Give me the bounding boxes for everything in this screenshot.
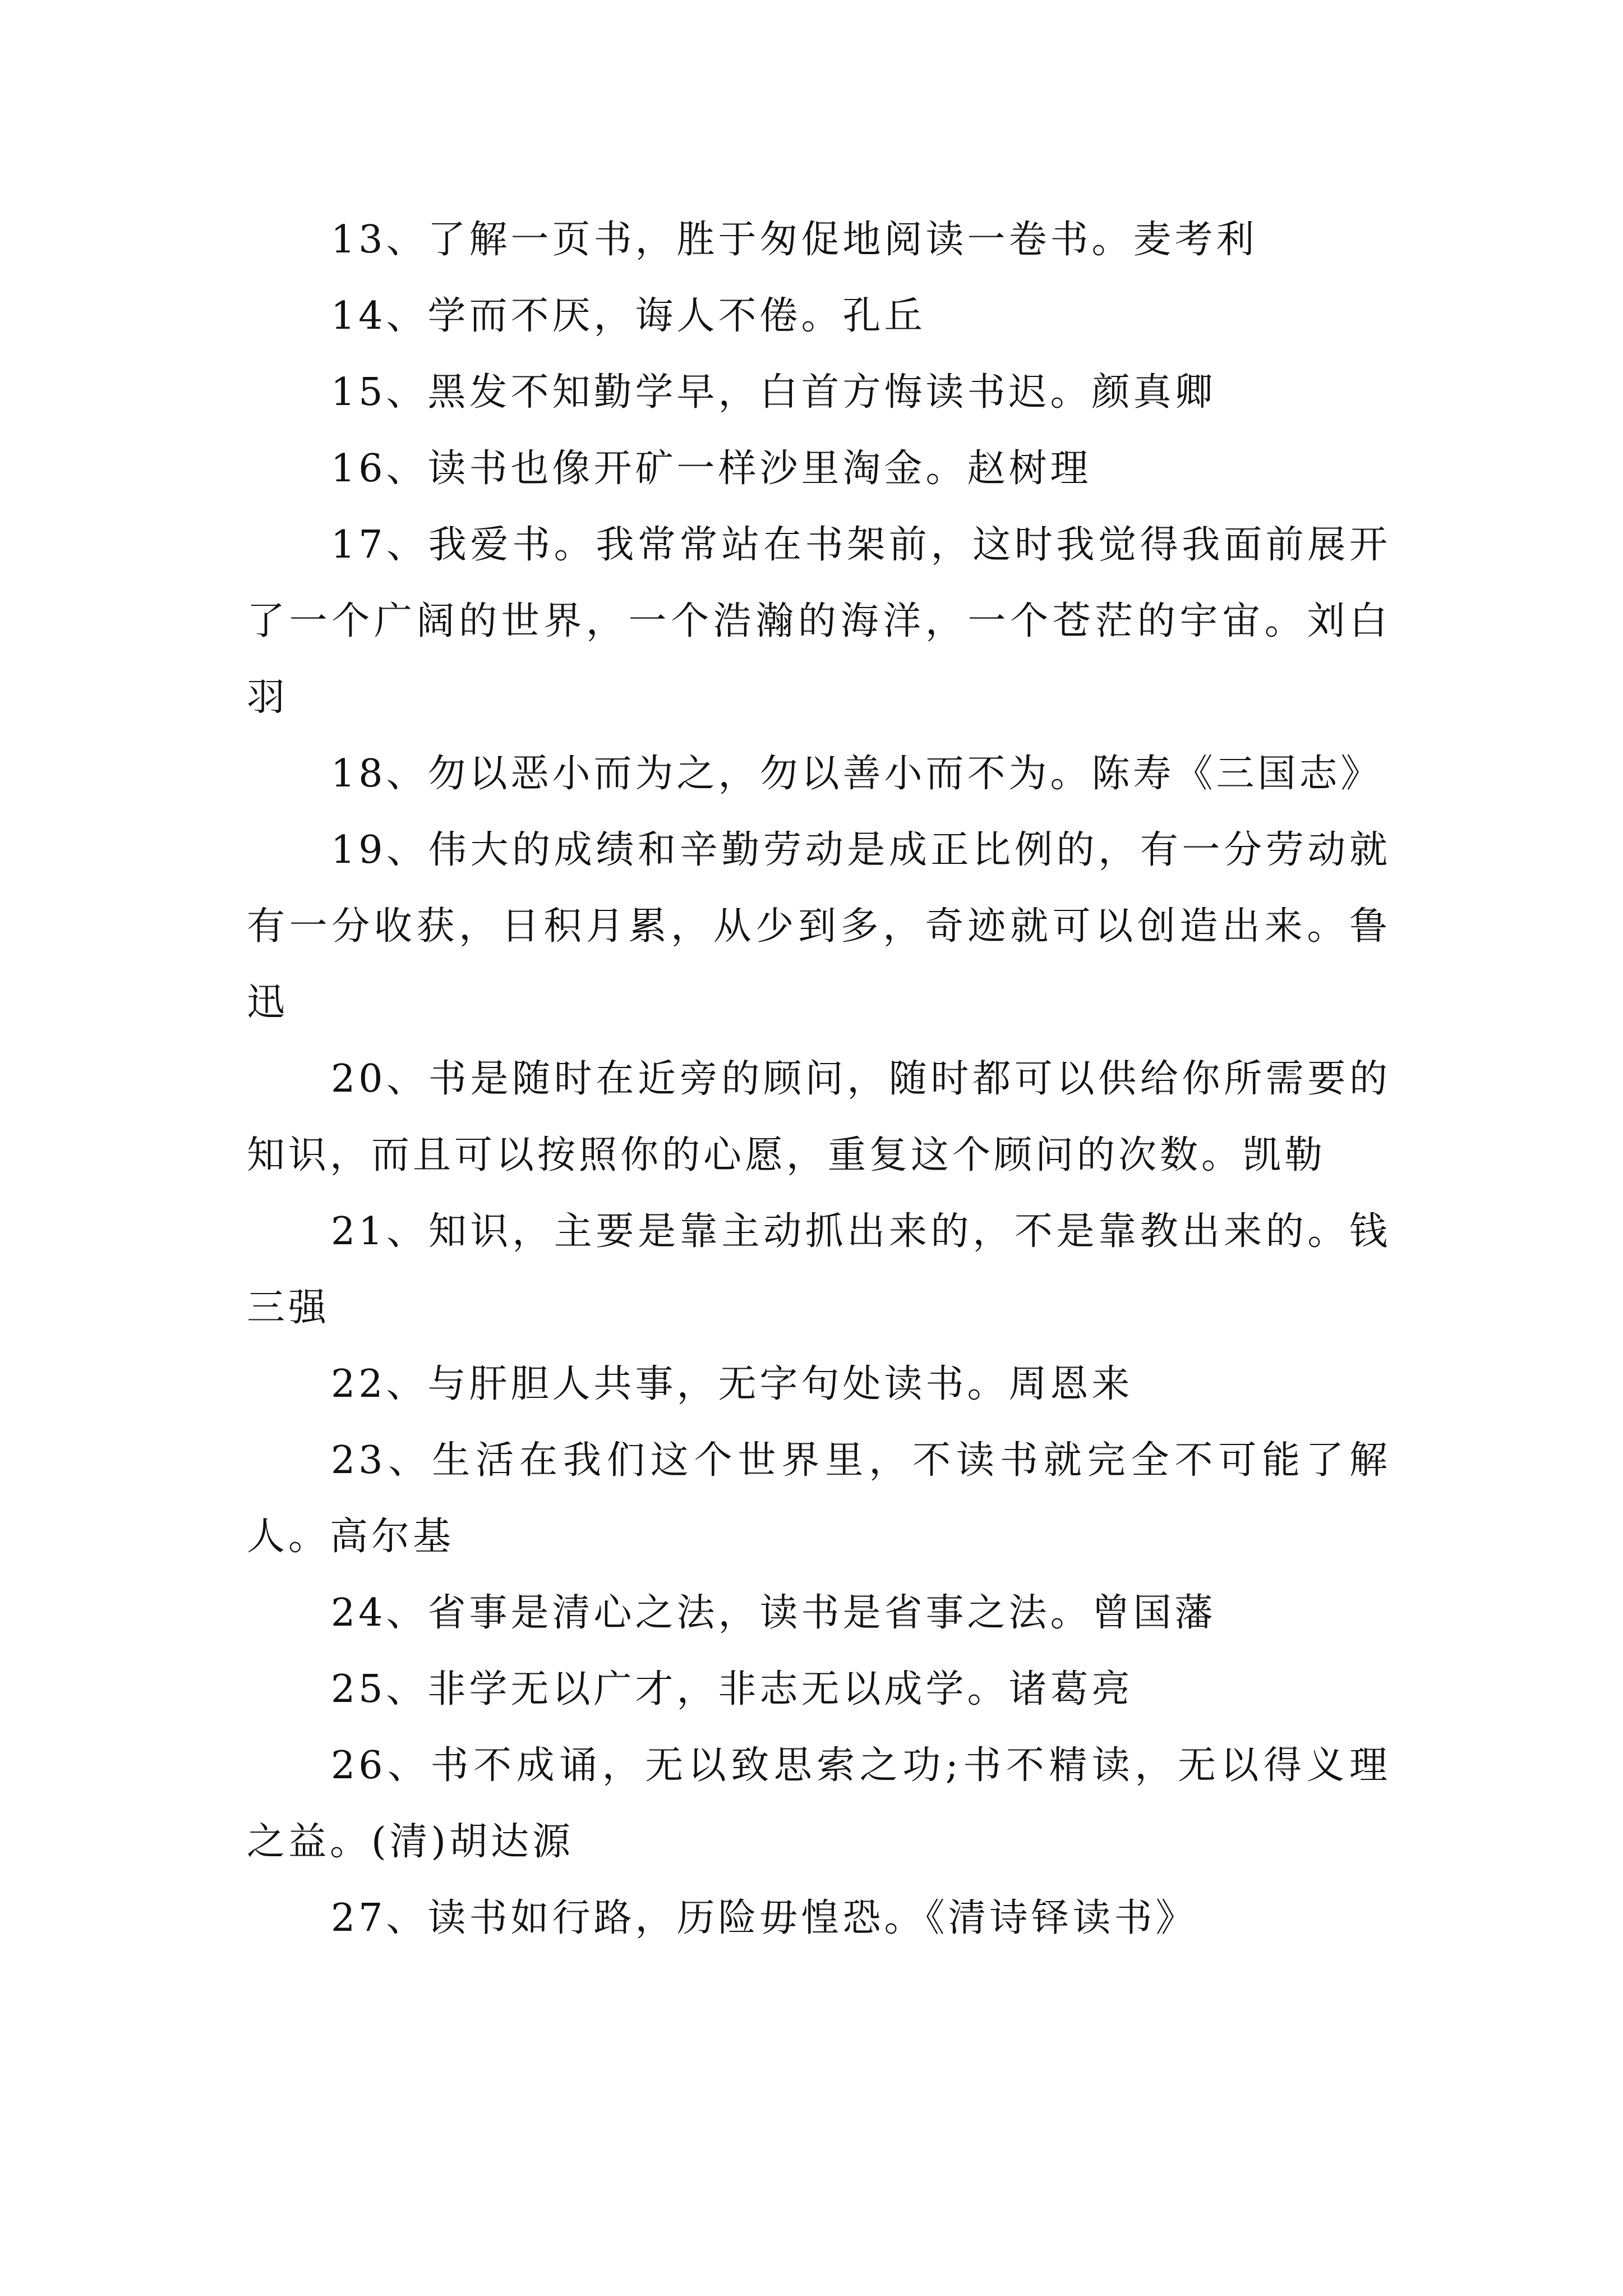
quote-26: 26、书不成诵，无以致思索之功;书不精读，无以得义理之益。(清)胡达源 <box>247 1743 1391 1864</box>
quote-25: 25、非学无以广才，非志无以成学。诸葛亮 <box>331 1667 1133 1711</box>
quote-21: 21、知识，主要是靠主动抓出来的，不是靠教出来的。钱三强 <box>247 1209 1391 1330</box>
quote-24: 24、省事是清心之法，读书是省事之法。曾国藩 <box>331 1591 1216 1635</box>
quote-20: 20、书是随时在近旁的顾问，随时都可以供给你所需要的知识，而且可以按照你的心愿，重复这个顾问的次数。凯勒 <box>247 1057 1391 1177</box>
quote-16: 16、读书也像开矿一样沙里淘金。赵树理 <box>331 447 1092 491</box>
quote-18: 18、勿以恶小而为之，勿以善小而不为。陈寿《三国志》 <box>331 752 1382 796</box>
quote-15: 15、黑发不知勤学早，白首方悔读书迟。颜真卿 <box>331 370 1216 415</box>
quote-13: 13、了解一页书，胜于匆促地阅读一卷书。麦考利 <box>331 218 1258 262</box>
quote-23: 23、生活在我们这个世界里，不读书就完全不可能了解人。高尔基 <box>247 1438 1391 1559</box>
quote-27: 27、读书如行路，历险毋惶恐。《清诗铎读书》 <box>331 1896 1197 1940</box>
quote-22: 22、与肝胆人共事，无字句处读书。周恩来 <box>331 1362 1133 1406</box>
quote-19: 19、伟大的成绩和辛勤劳动是成正比例的，有一分劳动就有一分收获，日积月累，从少到多，奇迹就可以创造出来。鲁迅 <box>247 828 1391 1025</box>
quote-17: 17、我爱书。我常常站在书架前，这时我觉得我面前展开了一个广阔的世界，一个浩瀚的海洋，一个苍茫的宇宙。刘白羽 <box>247 523 1391 720</box>
quote-14: 14、学而不厌，诲人不倦。孔丘 <box>331 294 926 338</box>
quote-list <box>247 202 1391 1957</box>
